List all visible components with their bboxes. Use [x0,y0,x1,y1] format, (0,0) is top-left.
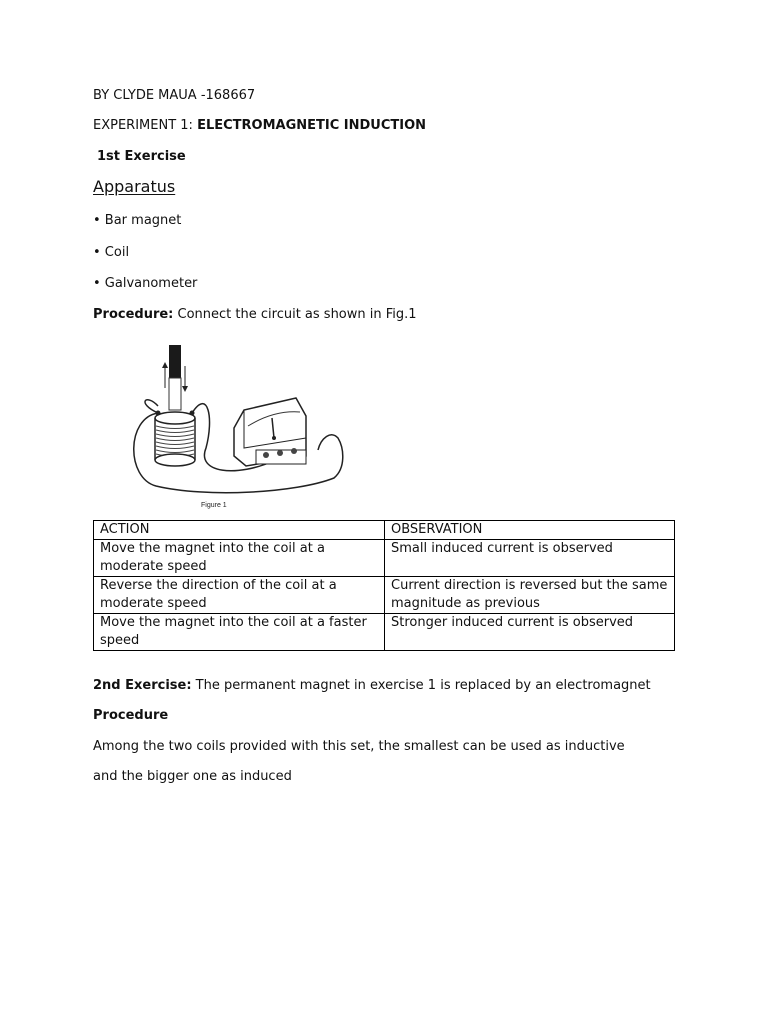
apparatus-item-galvanometer: • Galvanometer [93,276,198,291]
coil-top-icon [155,412,195,424]
procedure1-label: Procedure: [93,307,174,322]
table-cell-action: Move the magnet into the coil at a moderate speed [94,540,385,577]
exercise2-label: 2nd Exercise: [93,678,192,693]
exercise2-line [93,678,651,694]
experiment-name: ELECTROMAGNETIC INDUCTION [197,118,427,133]
table-row [94,540,675,577]
table-header-row [94,521,675,540]
table-row [94,577,675,614]
header-action: ACTION [94,521,385,540]
procedure2-label: Procedure [93,708,169,723]
circuit-diagram [96,338,346,513]
coil-windings-icon [156,426,194,457]
procedure2-paragraph-1: Among the two coils provided with this set, the smallest can be used as inductive [93,739,625,754]
figure-caption: Figure 1 [201,502,227,509]
table-cell-observation: Current direction is reversed but the same magnitude as previous [385,577,675,614]
experiment-title [93,118,426,134]
coil-base-icon [155,454,195,466]
apparatus-item-bar-magnet: • Bar magnet [93,213,182,228]
table-row [94,614,675,651]
procedure1-line [93,307,417,323]
apparatus-item-coil: • Coil [93,245,130,260]
exercise2-text: The permanent magnet in exercise 1 is replaced by an electromagnet [191,678,651,693]
table-cell-observation: Stronger induced current is observed [385,614,675,651]
galvanometer-icon [234,398,306,466]
observation-table [93,520,675,651]
author-line: BY CLYDE MAUA -168667 [93,88,256,103]
magnet-lower-half [169,378,181,410]
experiment-prefix: EXPERIMENT 1: [93,118,198,133]
table-cell-observation: Small induced current is observed [385,540,675,577]
exercise1-label: 1st Exercise [97,149,186,164]
table-cell-action: Reverse the direction of the coil at a moderate speed [94,577,385,614]
header-observation: OBSERVATION [385,521,675,540]
table-cell-action: Move the magnet into the coil at a faster speed [94,614,385,651]
procedure1-text: Connect the circuit as shown in Fig.1 [173,307,417,322]
circuit-figure [96,338,346,513]
apparatus-heading: Apparatus [93,177,176,196]
procedure2-paragraph-2: and the bigger one as induced [93,769,292,784]
